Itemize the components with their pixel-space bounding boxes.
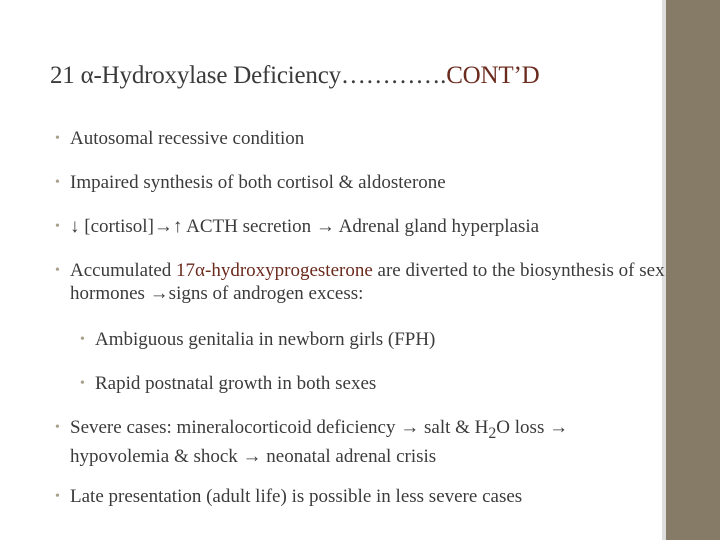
bullet-text: Autosomal recessive condition: [70, 128, 305, 149]
bullet-item: [55, 485, 710, 508]
bullet-text: ↓ [cortisol]→↑ ACTH secretion → Adrenal gland hyperplasia: [70, 216, 540, 237]
bullet-item: [55, 215, 710, 238]
bullet-text-post: are diverted to the biosynthesis of sex hormones →signs of androgen excess:: [70, 260, 665, 304]
bullet-text-post: O loss → hypovolemia & shock → neonatal adrenal crisis: [70, 417, 569, 467]
sub-bullet-item: [80, 372, 655, 395]
bullet-text: Impaired synthesis of both cortisol & aldosterone: [70, 172, 446, 193]
sub-bullet-text: Rapid postnatal growth in both sexes: [95, 373, 377, 394]
slide-title: [50, 62, 660, 90]
bullet-dot-icon: •: [55, 131, 60, 146]
sub-bullet-text: Ambiguous genitalia in newborn girls (FPH): [95, 329, 436, 350]
bullet-item: [55, 127, 710, 150]
bullet-item: [55, 259, 710, 305]
bullet-dot-icon: •: [55, 420, 60, 435]
subscript: 2: [488, 424, 497, 442]
bullet-dot-icon: •: [55, 263, 60, 278]
bullet-dot-icon: •: [55, 489, 60, 504]
bullet-text: Late presentation (adult life) is possible in less severe cases: [70, 486, 523, 507]
sub-bullet-item: [80, 328, 655, 351]
bullet-text-pre: Accumulated: [70, 260, 177, 281]
bullet-item: [55, 171, 710, 194]
slide-title-accent: CONT’D: [446, 62, 540, 89]
bullet-dot-icon: •: [80, 376, 85, 391]
bullet-dot-icon: •: [55, 175, 60, 190]
bullet-dot-icon: •: [55, 219, 60, 234]
bullet-text-pre: Severe cases: mineralocorticoid deficiency → salt & H: [70, 417, 489, 438]
slide-title-main: 21 α-Hydroxylase Deficiency………….: [50, 62, 447, 89]
bullet-dot-icon: •: [80, 332, 85, 347]
hormone-highlight: 17α-hydroxyprogesterone: [176, 260, 373, 281]
bullet-item: [55, 416, 650, 468]
